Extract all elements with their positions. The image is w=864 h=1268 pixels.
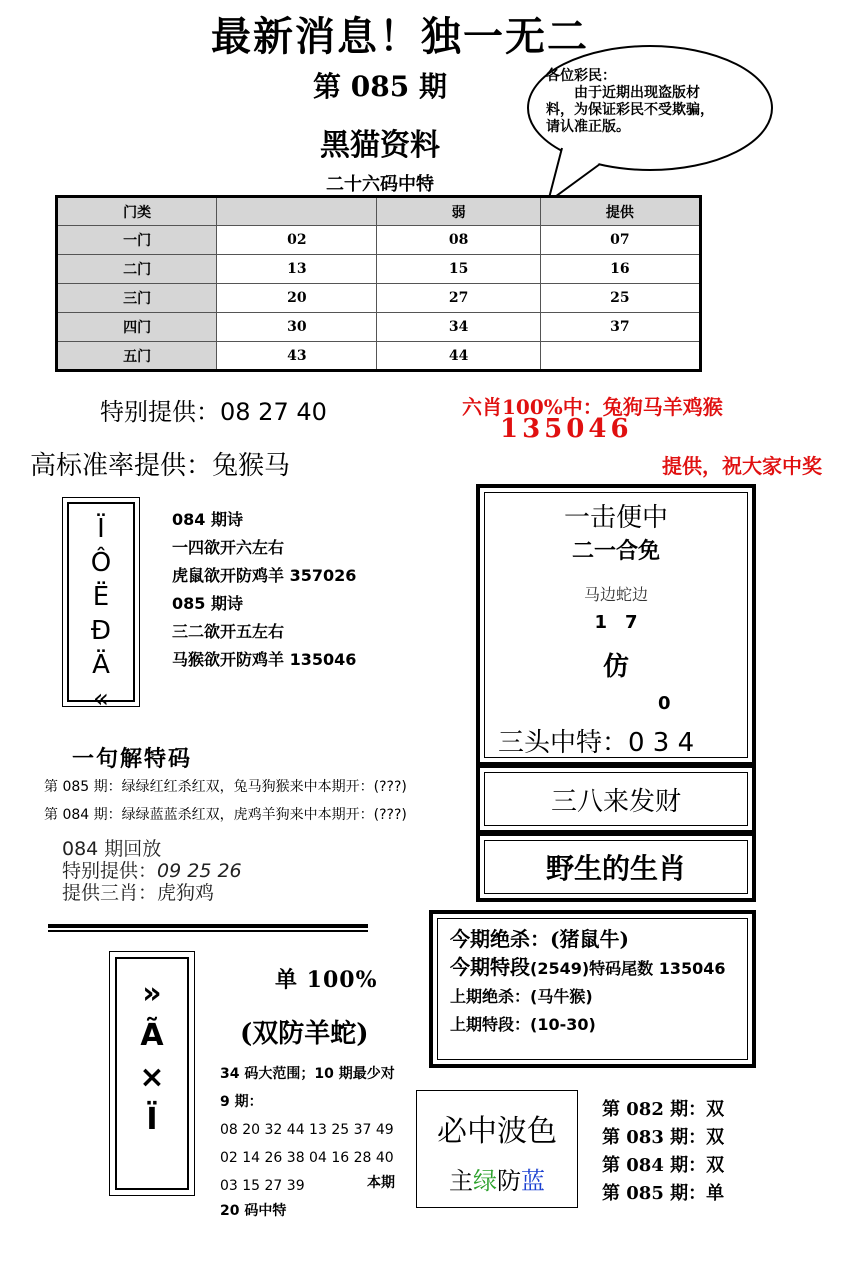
period-item: 第 085 期：单 bbox=[602, 1183, 725, 1204]
table-cell: 一门 bbox=[57, 226, 217, 255]
table-cell: 五门 bbox=[57, 342, 217, 371]
replay-sanxiao: 提供三肖：虎狗鸡 bbox=[62, 882, 215, 904]
table-cell: 25 bbox=[540, 284, 700, 313]
glyph: × bbox=[139, 1060, 165, 1095]
table-header-row bbox=[57, 197, 701, 226]
hit-numbers: 1 7 bbox=[594, 612, 638, 633]
table-cell: 20 bbox=[217, 284, 377, 313]
mabian-text: 马边蛇边 bbox=[583, 585, 648, 604]
period-item: 第 082 期：双 bbox=[602, 1099, 725, 1120]
number-row: 03 15 27 39 bbox=[220, 1178, 305, 1194]
bizhong-title: 必中波色 bbox=[437, 1114, 557, 1149]
special-label: 特别提供： bbox=[100, 398, 220, 426]
subtitle: 二十六码中特 bbox=[326, 174, 434, 195]
poem-lines bbox=[172, 506, 356, 674]
poem-line: 085 期诗 bbox=[172, 594, 243, 613]
yesheng-text: 野生的生肖 bbox=[484, 840, 748, 894]
decode-line: 第 084 期：绿绿蓝蓝杀红双，虎鸡羊狗来中本期开：(???) bbox=[44, 807, 407, 823]
table-cell: 三门 bbox=[57, 284, 217, 313]
kill-line-2a: 今期特段 bbox=[450, 955, 530, 979]
table-row bbox=[57, 342, 701, 371]
publication-name: 黑猫资料 bbox=[320, 128, 440, 163]
table-cell: 30 bbox=[217, 313, 377, 342]
shuangfang-text: (双防羊蛇) bbox=[240, 1019, 369, 1049]
bottom-vertical-glyphs bbox=[117, 973, 187, 1141]
table-row bbox=[57, 255, 701, 284]
glyph: Ï bbox=[146, 1102, 158, 1137]
bizhong-sub-c: 防 bbox=[497, 1167, 521, 1195]
yesheng-box bbox=[476, 832, 756, 902]
table-cell bbox=[540, 342, 700, 371]
number-row: 02 14 26 38 04 16 28 40 bbox=[220, 1150, 394, 1166]
glyph: » bbox=[142, 976, 162, 1011]
glyph: Ð bbox=[90, 616, 112, 646]
table-row bbox=[57, 284, 701, 313]
poem-line: 马猴欲开防鸡羊 135046 bbox=[172, 650, 357, 669]
replay-title: 084 期回放 bbox=[62, 838, 162, 860]
poem-vertical-box bbox=[62, 497, 140, 714]
table-cell: 15 bbox=[377, 255, 540, 284]
table-cell: 02 bbox=[217, 226, 377, 255]
glyph: Ë bbox=[92, 582, 110, 612]
kill-lines bbox=[450, 925, 726, 1039]
zero-digit: 0 bbox=[658, 693, 671, 714]
bubble-text: 各位彩民： 由于近期出现盗版材料，为保证彩民不受欺骗，请认准正版。 bbox=[546, 68, 714, 135]
table-cell: 34 bbox=[377, 313, 540, 342]
period-item: 第 084 期：双 bbox=[602, 1155, 725, 1176]
period-list bbox=[602, 1096, 724, 1208]
table-row bbox=[57, 313, 701, 342]
poem-line: 虎鼠欲开防鸡羊 357026 bbox=[172, 566, 357, 585]
decode-lines bbox=[44, 773, 407, 829]
ma34-text bbox=[220, 1060, 395, 1116]
benqi-text: 本期 bbox=[367, 1175, 395, 1191]
table-cell: 44 bbox=[377, 342, 540, 371]
bizhong-blue: 蓝 bbox=[521, 1167, 545, 1195]
glyph: « bbox=[93, 684, 109, 714]
poem-line: 三二欲开五左右 bbox=[172, 622, 285, 641]
ma20-text: 20 码中特 bbox=[220, 1203, 287, 1219]
sanba-text: 三八来发财 bbox=[484, 772, 748, 826]
special-value: 08 27 40 bbox=[220, 398, 327, 426]
bizhong-sub-a: 主 bbox=[449, 1167, 473, 1195]
glyph: Ã bbox=[140, 1018, 164, 1053]
divider bbox=[48, 924, 368, 932]
poem-line: 一四欲开六左右 bbox=[172, 538, 285, 557]
table-header-cell: 门类 bbox=[57, 197, 217, 226]
santou-text: 三头中特：0 3 4 bbox=[498, 728, 695, 758]
tigong-text: 提供，祝大家中奖 bbox=[662, 454, 822, 478]
replay-section bbox=[62, 838, 242, 904]
replay-special-value: 09 25 26 bbox=[157, 860, 242, 882]
table-cell: 37 bbox=[540, 313, 700, 342]
number-row: 08 20 32 44 13 25 37 49 bbox=[220, 1122, 394, 1138]
kill-line-2c: 特码尾数 135046 bbox=[589, 959, 726, 978]
hit-title: 一击便中 bbox=[563, 503, 668, 533]
replay-special bbox=[62, 860, 242, 882]
poem-vertical-glyphs bbox=[69, 512, 133, 716]
table-cell: 二门 bbox=[57, 255, 217, 284]
kill-line-2 bbox=[450, 953, 726, 983]
table-row bbox=[57, 226, 701, 255]
fang-char: 仿 bbox=[602, 652, 629, 682]
period-item: 第 083 期：双 bbox=[602, 1127, 725, 1148]
red-number: 135046 bbox=[500, 414, 633, 444]
ma34-line: 9 期： bbox=[220, 1094, 263, 1110]
table-cell: 13 bbox=[217, 255, 377, 284]
table-header-cell: 弱 bbox=[377, 197, 540, 226]
page-title: 最新消息！独一无二 bbox=[211, 13, 589, 60]
table-cell: 43 bbox=[217, 342, 377, 371]
liuxiao-text: 六肖100%中：兔狗马羊鸡猴 bbox=[462, 395, 723, 419]
table-cell: 27 bbox=[377, 284, 540, 313]
table-cell: 07 bbox=[540, 226, 700, 255]
bottom-vertical-box bbox=[109, 951, 195, 1196]
kill-line-2b: (2549) bbox=[530, 959, 590, 978]
poem-vertical-box-inner bbox=[67, 502, 135, 714]
poem-line: 084 期诗 bbox=[172, 510, 243, 529]
ma34-line: 34 码大范围；10 期最少对 bbox=[220, 1066, 395, 1082]
bizhong-sub bbox=[416, 1161, 578, 1196]
kill-line-1: 今期绝杀：(猪鼠牛) bbox=[450, 927, 629, 951]
sanba-box bbox=[476, 764, 756, 834]
replay-special-label: 特别提供： bbox=[62, 860, 158, 882]
bizhong-green: 绿 bbox=[473, 1167, 497, 1195]
glyph: Ä bbox=[92, 650, 110, 680]
table-cell: 16 bbox=[540, 255, 700, 284]
bottom-vertical-box-inner bbox=[115, 957, 189, 1190]
hit-sub: 二一合免 bbox=[571, 538, 660, 564]
issue-number: 第 085 期 bbox=[313, 70, 447, 103]
dan-text: 单 100% bbox=[275, 967, 378, 993]
gaobiao-text: 高标准率提供：兔猴马 bbox=[30, 451, 291, 481]
table-header-cell bbox=[217, 197, 377, 226]
table-cell: 四门 bbox=[57, 313, 217, 342]
decode-line: 第 085 期：绿绿红红杀红双，兔马狗猴来中本期开：(???) bbox=[44, 779, 407, 795]
special-offer bbox=[100, 392, 327, 427]
glyph: Ô bbox=[90, 548, 112, 578]
main-table bbox=[55, 195, 702, 372]
glyph: Ï bbox=[97, 514, 105, 544]
decode-title: 一句解特码 bbox=[72, 746, 193, 772]
kill-line-3: 上期绝杀：(马牛猴) bbox=[450, 987, 593, 1006]
kill-line-4: 上期特段：(10-30) bbox=[450, 1015, 596, 1034]
table-cell: 08 bbox=[377, 226, 540, 255]
table-header-cell: 提供 bbox=[540, 197, 700, 226]
